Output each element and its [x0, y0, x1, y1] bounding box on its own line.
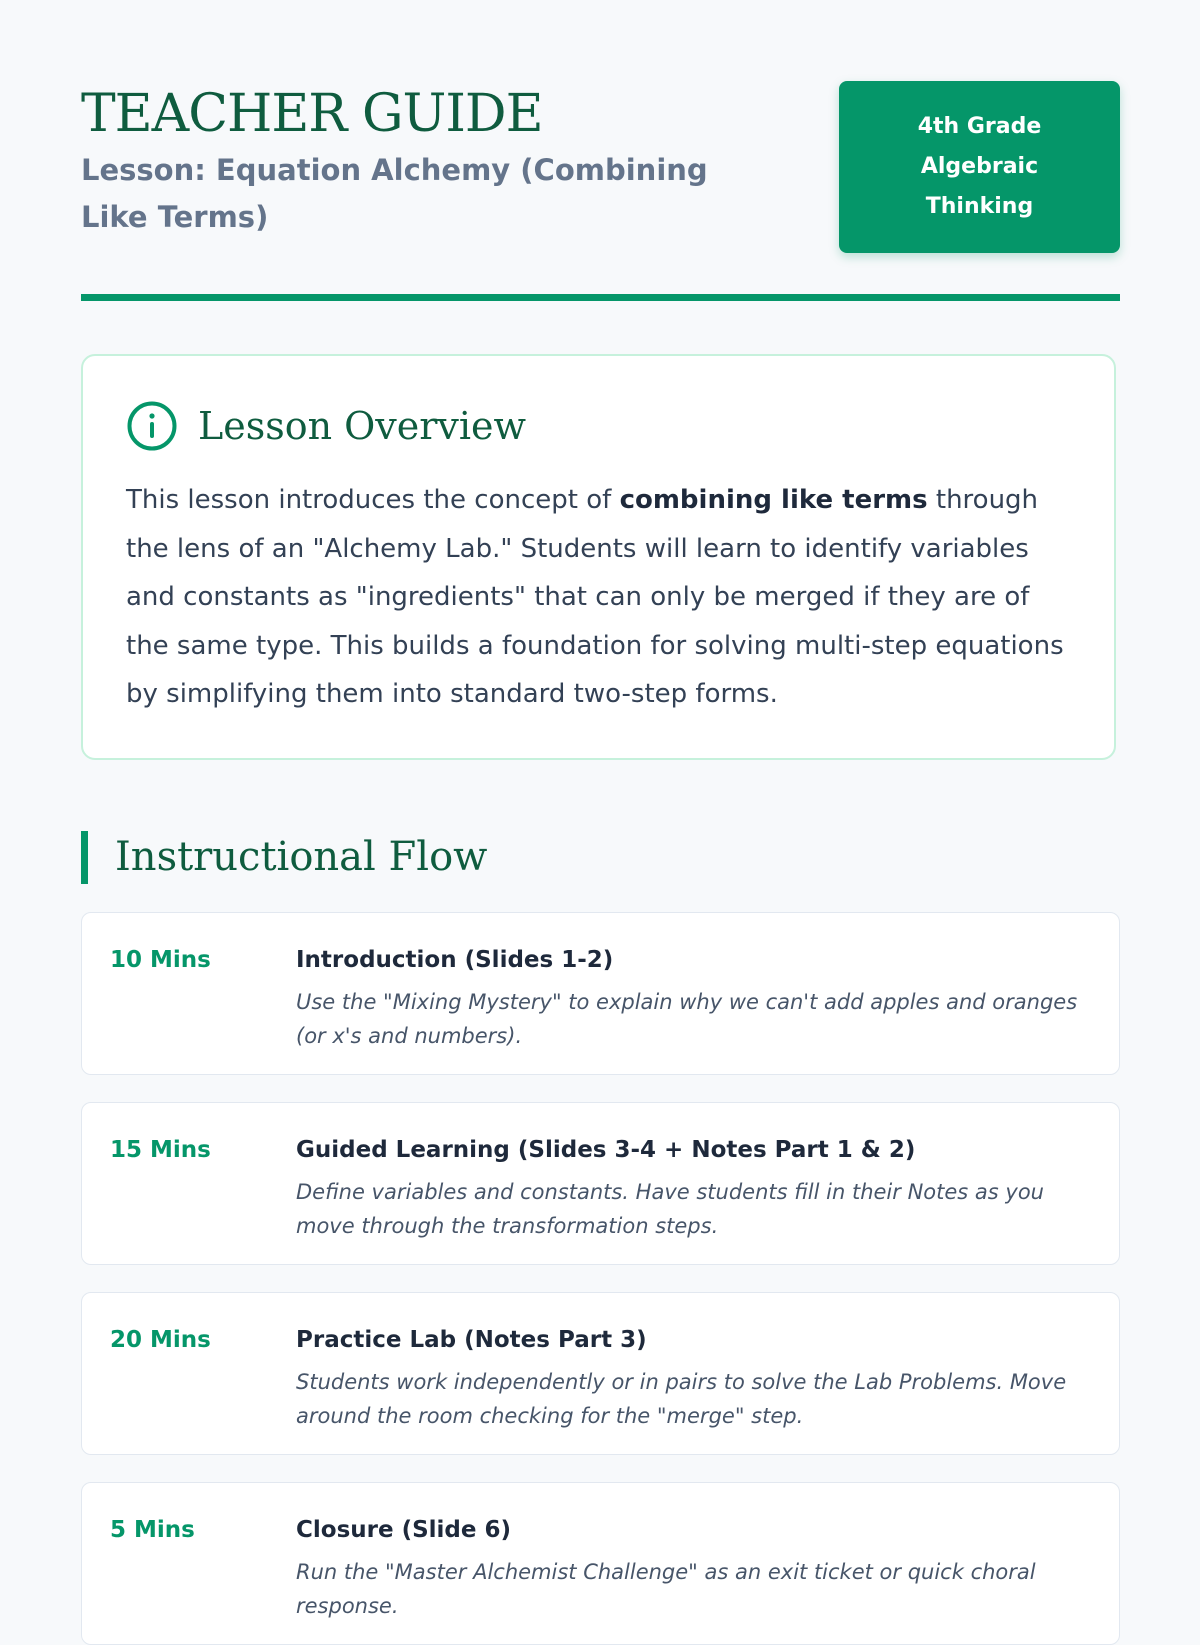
overview-text — [126, 476, 1071, 719]
flow-step-time: 15 Mins — [110, 1137, 211, 1163]
flow-step-title: Practice Lab (Notes Part 3) — [296, 1327, 647, 1353]
flow-step-title: Closure (Slide 6) — [296, 1517, 512, 1543]
flow-step-title: Introduction (Slides 1-2) — [296, 947, 614, 973]
grade-badge — [839, 81, 1120, 253]
flow-step-card — [81, 912, 1120, 1075]
info-circle-icon — [126, 400, 178, 452]
overview-text-start: This lesson introduces the concept of — [126, 485, 620, 515]
overview-key-term: combining like terms — [619, 485, 928, 515]
grade-badge-line: Algebraic — [920, 154, 1039, 179]
grade-badge-line: 4th Grade — [917, 114, 1042, 139]
guide-header — [81, 0, 1120, 300]
section-title: Instructional Flow — [115, 834, 488, 880]
instructional-flow-heading — [81, 831, 487, 884]
overview-text-end: through the lens of an "Alchemy Lab." Students will learn to identify variables and constants as "ingredients" that can only be merged if they are of the same type. This builds a foundation for solving multi-step equations by simplifying them into standard two-step forms. — [126, 485, 1064, 709]
flow-step-time: 20 Mins — [110, 1327, 211, 1353]
lesson-subtitle: Lesson: Equation Alchemy (Combining Like Terms) — [81, 153, 708, 234]
flow-step-card — [81, 1292, 1120, 1455]
lesson-overview-card — [81, 354, 1116, 760]
overview-heading-row — [126, 400, 526, 452]
flow-step-description: Run the "Master Alchemist Challenge" as an exit ticket or quick choral response. — [296, 1560, 1036, 1618]
section-accent-bar — [81, 831, 88, 884]
flow-step-time: 5 Mins — [110, 1517, 195, 1543]
grade-badge-line: Thinking — [925, 194, 1034, 219]
header-divider — [81, 294, 1120, 301]
flow-step-description: Define variables and constants. Have students fill in their Notes as you move through the transformation steps. — [296, 1180, 1044, 1238]
page-title: TEACHER GUIDE — [81, 84, 543, 144]
flow-step-time: 10 Mins — [110, 947, 211, 973]
overview-title: Lesson Overview — [198, 404, 527, 448]
flow-step-description: Use the "Mixing Mystery" to explain why we can't add apples and oranges (or x's and numbers). — [296, 990, 1078, 1048]
flow-step-card — [81, 1482, 1120, 1645]
teacher-guide-page — [81, 0, 1120, 1618]
flow-step-card — [81, 1102, 1120, 1265]
flow-step-title: Guided Learning (Slides 3-4 + Notes Part 1 & 2) — [296, 1137, 916, 1163]
flow-step-description: Students work independently or in pairs to solve the Lab Problems. Move around the room checking for the "merge" step. — [296, 1370, 1067, 1428]
